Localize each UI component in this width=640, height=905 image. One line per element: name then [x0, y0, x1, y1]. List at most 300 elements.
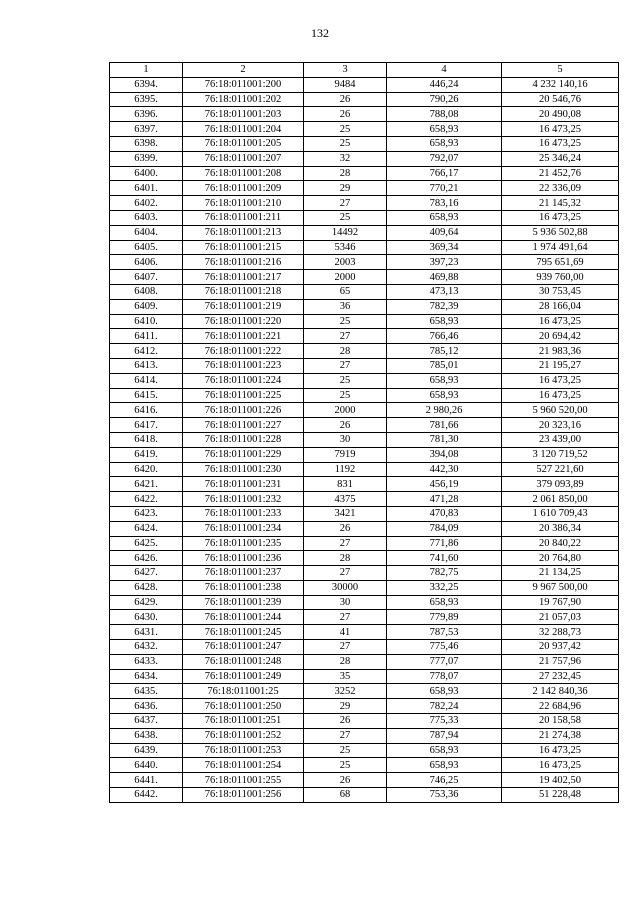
table-cell: 76:18:011001:209 — [183, 181, 304, 196]
table-cell: 16 473,25 — [502, 210, 619, 225]
table-cell: 6402. — [110, 196, 183, 211]
table-cell: 26 — [304, 521, 387, 536]
page-number: 132 — [311, 26, 329, 40]
table-row — [110, 788, 619, 803]
table-cell: 658,93 — [387, 388, 502, 403]
table-cell: 16 473,25 — [502, 373, 619, 388]
table-cell: 6433. — [110, 654, 183, 669]
table-cell: 76:18:011001:234 — [183, 521, 304, 536]
table-cell: 781,66 — [387, 418, 502, 433]
table-cell: 6439. — [110, 743, 183, 758]
table-cell: 16 473,25 — [502, 314, 619, 329]
table-cell: 27 — [304, 566, 387, 581]
table-cell: 76:18:011001:222 — [183, 344, 304, 359]
table-cell: 16 473,25 — [502, 388, 619, 403]
table-cell: 76:18:011001:207 — [183, 151, 304, 166]
table-row — [110, 506, 619, 521]
table-row — [110, 743, 619, 758]
header-cell-5: 5 — [502, 63, 619, 78]
table-cell: 26 — [304, 714, 387, 729]
table-cell: 76:18:011001:235 — [183, 536, 304, 551]
table-cell: 36 — [304, 299, 387, 314]
table-cell: 27 — [304, 329, 387, 344]
table-cell: 3 120 719,52 — [502, 447, 619, 462]
table-cell: 76:18:011001:223 — [183, 358, 304, 373]
table-cell: 6436. — [110, 699, 183, 714]
table-row — [110, 196, 619, 211]
table-cell: 790,26 — [387, 92, 502, 107]
table-cell: 76:18:011001:229 — [183, 447, 304, 462]
table-cell: 658,93 — [387, 373, 502, 388]
table-cell: 76:18:011001:219 — [183, 299, 304, 314]
table-cell: 35 — [304, 669, 387, 684]
table-cell: 782,75 — [387, 566, 502, 581]
table-row — [110, 640, 619, 655]
table-cell: 76:18:011001:217 — [183, 270, 304, 285]
table-cell: 76:18:011001:232 — [183, 492, 304, 507]
table-cell: 30 753,45 — [502, 284, 619, 299]
table-cell: 658,93 — [387, 595, 502, 610]
table-cell: 1192 — [304, 462, 387, 477]
table-cell: 76:18:011001:202 — [183, 92, 304, 107]
table-cell: 658,93 — [387, 743, 502, 758]
table-cell: 76:18:011001:210 — [183, 196, 304, 211]
table-cell: 394,08 — [387, 447, 502, 462]
table-cell: 28 166,04 — [502, 299, 619, 314]
table-cell: 770,21 — [387, 181, 502, 196]
table-cell: 20 546,76 — [502, 92, 619, 107]
table-cell: 6419. — [110, 447, 183, 462]
table-cell: 32 — [304, 151, 387, 166]
table-cell: 746,25 — [387, 773, 502, 788]
table-cell: 6417. — [110, 418, 183, 433]
table-cell: 3252 — [304, 684, 387, 699]
table-cell: 4 232 140,16 — [502, 77, 619, 92]
table-cell: 6428. — [110, 580, 183, 595]
table-cell: 76:18:011001:236 — [183, 551, 304, 566]
table-row — [110, 329, 619, 344]
table-cell: 16 473,25 — [502, 743, 619, 758]
table-cell: 76:18:011001:204 — [183, 122, 304, 137]
table-cell: 14492 — [304, 225, 387, 240]
table-cell: 456,19 — [387, 477, 502, 492]
table-cell: 771,86 — [387, 536, 502, 551]
table-row — [110, 758, 619, 773]
table-cell: 6394. — [110, 77, 183, 92]
table-cell: 76:18:011001:205 — [183, 136, 304, 151]
table-cell: 76:18:011001:25 — [183, 684, 304, 699]
table-cell: 76:18:011001:248 — [183, 654, 304, 669]
table-cell: 25 — [304, 210, 387, 225]
table-row — [110, 669, 619, 684]
table-cell: 27 — [304, 358, 387, 373]
table-cell: 369,34 — [387, 240, 502, 255]
table-cell: 5346 — [304, 240, 387, 255]
table-cell: 29 — [304, 181, 387, 196]
table-cell: 20 386,34 — [502, 521, 619, 536]
table-cell: 21 134,25 — [502, 566, 619, 581]
table-cell: 6401. — [110, 181, 183, 196]
table-cell: 6427. — [110, 566, 183, 581]
table-cell: 76:18:011001:224 — [183, 373, 304, 388]
table-cell: 25 — [304, 373, 387, 388]
table-row — [110, 166, 619, 181]
table-cell: 21 274,38 — [502, 728, 619, 743]
table-cell: 21 145,32 — [502, 196, 619, 211]
table-cell: 16 473,25 — [502, 758, 619, 773]
table-cell: 20 840,22 — [502, 536, 619, 551]
table-cell: 76:18:011001:249 — [183, 669, 304, 684]
table-cell: 787,53 — [387, 625, 502, 640]
table-cell: 26 — [304, 107, 387, 122]
table-cell: 939 760,00 — [502, 270, 619, 285]
table-cell: 785,12 — [387, 344, 502, 359]
table-cell: 20 937,42 — [502, 640, 619, 655]
table-cell: 76:18:011001:226 — [183, 403, 304, 418]
table-cell: 658,93 — [387, 136, 502, 151]
table-cell: 1 974 491,64 — [502, 240, 619, 255]
table-cell: 6411. — [110, 329, 183, 344]
table-cell: 76:18:011001:237 — [183, 566, 304, 581]
table-cell: 76:18:011001:220 — [183, 314, 304, 329]
table-cell: 6397. — [110, 122, 183, 137]
table-cell: 76:18:011001:254 — [183, 758, 304, 773]
header-cell-4: 4 — [387, 63, 502, 78]
header-cell-3: 3 — [304, 63, 387, 78]
table-cell: 766,17 — [387, 166, 502, 181]
table-cell: 6435. — [110, 684, 183, 699]
table-cell: 658,93 — [387, 210, 502, 225]
table-cell: 9 967 500,00 — [502, 580, 619, 595]
table-cell: 76:18:011001:216 — [183, 255, 304, 270]
table-cell: 51 228,48 — [502, 788, 619, 803]
table-cell: 397,23 — [387, 255, 502, 270]
header-cell-2: 2 — [183, 63, 304, 78]
table-cell: 28 — [304, 654, 387, 669]
table-cell: 5 960 520,00 — [502, 403, 619, 418]
table-cell: 6408. — [110, 284, 183, 299]
table-cell: 2003 — [304, 255, 387, 270]
table-cell: 778,07 — [387, 669, 502, 684]
table-cell: 21 195,27 — [502, 358, 619, 373]
table-cell: 6422. — [110, 492, 183, 507]
table-cell: 795 651,69 — [502, 255, 619, 270]
table-row — [110, 255, 619, 270]
table-row — [110, 373, 619, 388]
table-cell: 27 — [304, 536, 387, 551]
table-cell: 6412. — [110, 344, 183, 359]
table-cell: 19 767,90 — [502, 595, 619, 610]
table-cell: 470,83 — [387, 506, 502, 521]
table-cell: 766,46 — [387, 329, 502, 344]
table-cell: 6416. — [110, 403, 183, 418]
table-cell: 28 — [304, 551, 387, 566]
table-cell: 741,60 — [387, 551, 502, 566]
table-row — [110, 580, 619, 595]
table-cell: 788,08 — [387, 107, 502, 122]
table-cell: 20 158,58 — [502, 714, 619, 729]
table-cell: 26 — [304, 92, 387, 107]
table-cell: 20 694,42 — [502, 329, 619, 344]
table-cell: 446,24 — [387, 77, 502, 92]
table-cell: 6421. — [110, 477, 183, 492]
table-cell: 9484 — [304, 77, 387, 92]
table-row — [110, 773, 619, 788]
table-cell: 6420. — [110, 462, 183, 477]
cadastral-table — [109, 62, 619, 803]
table-cell: 6404. — [110, 225, 183, 240]
table-cell: 30 — [304, 595, 387, 610]
table-cell: 6429. — [110, 595, 183, 610]
table-cell: 32 288,73 — [502, 625, 619, 640]
table-cell: 68 — [304, 788, 387, 803]
table-cell: 442,30 — [387, 462, 502, 477]
table-row — [110, 77, 619, 92]
table-cell: 4375 — [304, 492, 387, 507]
table-cell: 25 346,24 — [502, 151, 619, 166]
table-cell: 3421 — [304, 506, 387, 521]
table-cell: 76:18:011001:211 — [183, 210, 304, 225]
table-row — [110, 462, 619, 477]
table-row — [110, 403, 619, 418]
table-cell: 471,28 — [387, 492, 502, 507]
table-cell: 76:18:011001:239 — [183, 595, 304, 610]
table-cell: 25 — [304, 136, 387, 151]
table-cell: 527 221,60 — [502, 462, 619, 477]
table-cell: 6424. — [110, 521, 183, 536]
table-cell: 779,89 — [387, 610, 502, 625]
table-row — [110, 536, 619, 551]
table-row — [110, 432, 619, 447]
table-row — [110, 477, 619, 492]
table-cell: 473,13 — [387, 284, 502, 299]
table-row — [110, 699, 619, 714]
table-cell: 6398. — [110, 136, 183, 151]
table-cell: 6405. — [110, 240, 183, 255]
table-body — [110, 77, 619, 802]
table-row — [110, 728, 619, 743]
table-cell: 25 — [304, 388, 387, 403]
table-cell: 76:18:011001:203 — [183, 107, 304, 122]
table-cell: 6403. — [110, 210, 183, 225]
table-row — [110, 625, 619, 640]
table-cell: 658,93 — [387, 122, 502, 137]
table-cell: 6437. — [110, 714, 183, 729]
table-cell: 65 — [304, 284, 387, 299]
table-row — [110, 122, 619, 137]
table-cell: 469,88 — [387, 270, 502, 285]
table-cell: 5 936 502,88 — [502, 225, 619, 240]
table-cell: 22 684,96 — [502, 699, 619, 714]
table-row — [110, 225, 619, 240]
table-cell: 76:18:011001:250 — [183, 699, 304, 714]
table-cell: 25 — [304, 122, 387, 137]
table-cell: 21 757,96 — [502, 654, 619, 669]
table-cell: 76:18:011001:252 — [183, 728, 304, 743]
table-row — [110, 388, 619, 403]
table-cell: 6396. — [110, 107, 183, 122]
table-cell: 25 — [304, 758, 387, 773]
header-row — [110, 63, 619, 78]
table-cell: 6414. — [110, 373, 183, 388]
table-cell: 76:18:011001:255 — [183, 773, 304, 788]
table-cell: 76:18:011001:228 — [183, 432, 304, 447]
table-cell: 6423. — [110, 506, 183, 521]
table-cell: 6406. — [110, 255, 183, 270]
table-row — [110, 151, 619, 166]
table-cell: 21 452,76 — [502, 166, 619, 181]
table-cell: 76:18:011001:200 — [183, 77, 304, 92]
table-cell: 6410. — [110, 314, 183, 329]
table-cell: 658,93 — [387, 684, 502, 699]
table-cell: 20 323,16 — [502, 418, 619, 433]
table-cell: 16 473,25 — [502, 136, 619, 151]
table-cell: 775,46 — [387, 640, 502, 655]
table-cell: 6426. — [110, 551, 183, 566]
table-cell: 783,16 — [387, 196, 502, 211]
table-cell: 76:18:011001:253 — [183, 743, 304, 758]
table-row — [110, 92, 619, 107]
table-row — [110, 210, 619, 225]
table-cell: 753,36 — [387, 788, 502, 803]
table-cell: 76:18:011001:247 — [183, 640, 304, 655]
table-cell: 2000 — [304, 270, 387, 285]
table-row — [110, 492, 619, 507]
table-cell: 41 — [304, 625, 387, 640]
table-row — [110, 344, 619, 359]
table-cell: 27 — [304, 196, 387, 211]
table-cell: 6431. — [110, 625, 183, 640]
table-cell: 782,39 — [387, 299, 502, 314]
table-cell: 2 061 850,00 — [502, 492, 619, 507]
table-cell: 27 — [304, 610, 387, 625]
table-row — [110, 107, 619, 122]
table-cell: 76:18:011001:221 — [183, 329, 304, 344]
table-cell: 76:18:011001:256 — [183, 788, 304, 803]
table-row — [110, 284, 619, 299]
table-cell: 6418. — [110, 432, 183, 447]
table-cell: 792,07 — [387, 151, 502, 166]
table-cell: 6440. — [110, 758, 183, 773]
table-cell: 787,94 — [387, 728, 502, 743]
table-cell: 76:18:011001:230 — [183, 462, 304, 477]
header-cell-1: 1 — [110, 63, 183, 78]
table-cell: 76:18:011001:251 — [183, 714, 304, 729]
table-cell: 1 610 709,43 — [502, 506, 619, 521]
table-cell: 6425. — [110, 536, 183, 551]
table-row — [110, 610, 619, 625]
table-cell: 19 402,50 — [502, 773, 619, 788]
table-cell: 6395. — [110, 92, 183, 107]
table-cell: 2 142 840,36 — [502, 684, 619, 699]
table-cell: 658,93 — [387, 314, 502, 329]
table-cell: 76:18:011001:218 — [183, 284, 304, 299]
table-row — [110, 521, 619, 536]
table-cell: 26 — [304, 773, 387, 788]
table-cell: 409,64 — [387, 225, 502, 240]
table-cell: 76:18:011001:244 — [183, 610, 304, 625]
table-row — [110, 714, 619, 729]
table-row — [110, 136, 619, 151]
table-cell: 16 473,25 — [502, 122, 619, 137]
table-cell: 76:18:011001:231 — [183, 477, 304, 492]
table-row — [110, 240, 619, 255]
table-cell: 6407. — [110, 270, 183, 285]
table-cell: 22 336,09 — [502, 181, 619, 196]
table-row — [110, 654, 619, 669]
table-row — [110, 684, 619, 699]
table-cell: 2 980,26 — [387, 403, 502, 418]
table-cell: 29 — [304, 699, 387, 714]
table-row — [110, 270, 619, 285]
table-cell: 332,25 — [387, 580, 502, 595]
table-cell: 28 — [304, 344, 387, 359]
table-cell: 27 — [304, 728, 387, 743]
table-row — [110, 181, 619, 196]
table-cell: 21 983,36 — [502, 344, 619, 359]
table-cell: 6438. — [110, 728, 183, 743]
table-cell: 27 232,45 — [502, 669, 619, 684]
table-row — [110, 595, 619, 610]
table-cell: 831 — [304, 477, 387, 492]
table-cell: 30 — [304, 432, 387, 447]
table-cell: 781,30 — [387, 432, 502, 447]
table-row — [110, 418, 619, 433]
table-cell: 7919 — [304, 447, 387, 462]
table-cell: 76:18:011001:245 — [183, 625, 304, 640]
table-row — [110, 299, 619, 314]
table-cell: 782,24 — [387, 699, 502, 714]
table-row — [110, 358, 619, 373]
table-cell: 76:18:011001:225 — [183, 388, 304, 403]
table-cell: 784,09 — [387, 521, 502, 536]
table-row — [110, 566, 619, 581]
table-cell: 25 — [304, 314, 387, 329]
table-cell: 21 057,03 — [502, 610, 619, 625]
table-row — [110, 314, 619, 329]
table-cell: 20 764,80 — [502, 551, 619, 566]
table-cell: 6441. — [110, 773, 183, 788]
table-cell: 6400. — [110, 166, 183, 181]
table-cell: 23 439,00 — [502, 432, 619, 447]
table-cell: 6442. — [110, 788, 183, 803]
table-cell: 25 — [304, 743, 387, 758]
table-cell: 777,07 — [387, 654, 502, 669]
table-cell: 27 — [304, 640, 387, 655]
table-cell: 2000 — [304, 403, 387, 418]
table-cell: 6432. — [110, 640, 183, 655]
table-cell: 379 093,89 — [502, 477, 619, 492]
table-cell: 76:18:011001:238 — [183, 580, 304, 595]
table-cell: 658,93 — [387, 758, 502, 773]
table-cell: 30000 — [304, 580, 387, 595]
table-cell: 76:18:011001:208 — [183, 166, 304, 181]
table-cell: 28 — [304, 166, 387, 181]
table-cell: 76:18:011001:227 — [183, 418, 304, 433]
table-header — [110, 63, 619, 78]
table-cell: 775,33 — [387, 714, 502, 729]
table-cell: 76:18:011001:215 — [183, 240, 304, 255]
table-cell: 6430. — [110, 610, 183, 625]
table-row — [110, 447, 619, 462]
table-cell: 26 — [304, 418, 387, 433]
table-cell: 6399. — [110, 151, 183, 166]
table-cell: 20 490,08 — [502, 107, 619, 122]
table-cell: 76:18:011001:233 — [183, 506, 304, 521]
table-cell: 76:18:011001:213 — [183, 225, 304, 240]
table-row — [110, 551, 619, 566]
table-cell: 785,01 — [387, 358, 502, 373]
